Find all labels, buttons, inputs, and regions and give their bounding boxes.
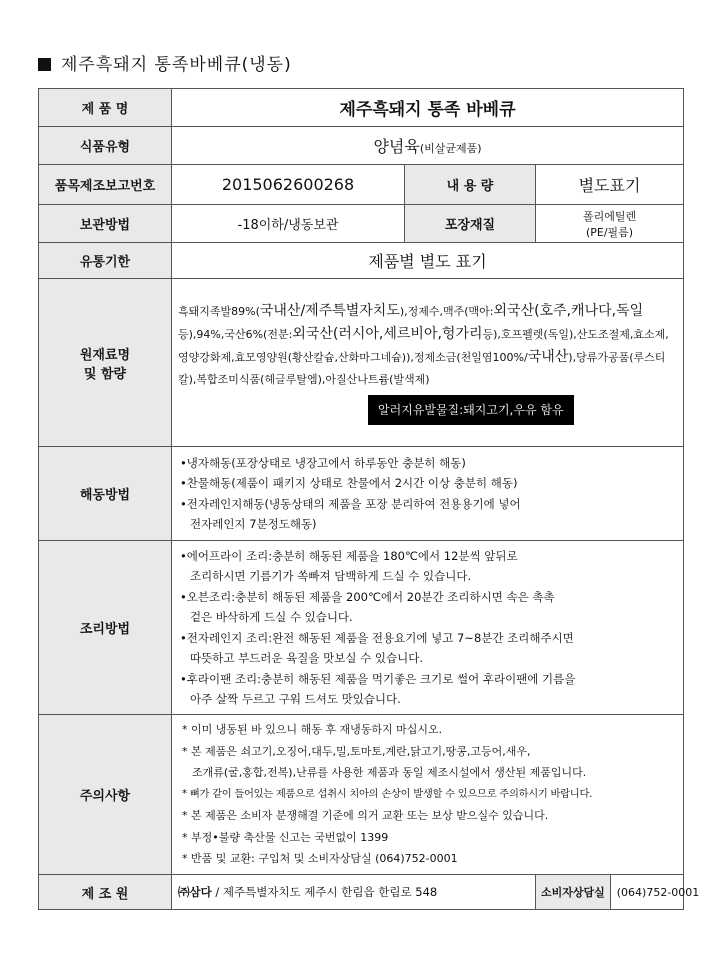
ing-part: ),당류가공품(루스티칼),복합조미식품(헤글루탈엠),아질산나트륨(발색제) <box>178 351 666 386</box>
expiry-label: 유통기한 <box>39 243 172 279</box>
ingredients-value <box>172 279 684 447</box>
product-name-value: 제주흑돼지 통족 바베큐 <box>172 89 684 127</box>
ing-origin: 외국산(러시아,세르비아,헝가리 <box>292 326 483 342</box>
packaging-line2: (PE/필름) <box>585 225 634 239</box>
food-type-sub: (비살균제품) <box>419 142 482 155</box>
row-product-name <box>39 89 684 127</box>
food-type-label: 식품유형 <box>39 127 172 165</box>
expiry-value: 제품별 별도 표기 <box>172 243 684 279</box>
row-caution <box>39 715 684 875</box>
ing-origin: 외국산(호주,캐나다,독일 <box>493 303 644 319</box>
product-info-table <box>38 88 700 910</box>
row-cook <box>39 541 684 715</box>
cook-label: 조리방법 <box>39 541 172 715</box>
cook-value <box>172 541 684 715</box>
allergen-badge: 알러지유발물질:돼지고기,우유 함유 <box>368 395 574 425</box>
square-bullet-icon <box>38 58 51 71</box>
caution-line: * 본 제품은 소비자 분쟁해결 기준에 의거 교환 또는 보상 받으실수 있습니다. <box>182 809 549 823</box>
ing-part: 등),94%,국산6%(전분: <box>178 328 293 341</box>
caution-line: * 반품 및 교환: 구입처 및 소비자상담실 (064)752-0001 <box>182 852 458 866</box>
ingredients-label-line2: 및 함량 <box>83 366 127 382</box>
cook-line: •에어프라이 조리:충분히 해동된 제품을 180℃에서 12분씩 앞뒤로 <box>180 548 518 563</box>
food-type-value <box>172 127 684 165</box>
cook-line: •전자레인지 조리:완전 해동된 제품을 전용요기에 넣고 7~8분간 조리해주시면 <box>180 630 574 645</box>
row-manufacturer <box>39 875 684 910</box>
heading-text: 제주흑돼지 통족바베큐(냉동) <box>61 55 292 75</box>
ing-part: 등),호프펠렛(독일),산도조절제,효소제,영양강화제,효모영양원(황산칼슘,산화마그네슘)),정제소금(천일염100%/ <box>178 328 669 364</box>
caution-line: 조개류(굴,홍합,전복),난류를 사용한 제품과 동일 제조시설에서 생산된 제품입니다. <box>192 766 587 780</box>
cook-line: 따뜻하고 부드러운 육질을 맛보실 수 있습니다. <box>190 651 424 665</box>
food-type-main: 양념육 <box>373 137 420 156</box>
row-expiry <box>39 243 684 279</box>
mfr-value <box>172 875 536 910</box>
thaw-line: •찬물해동(제품이 패키지 상태로 찬물에서 2시간 이상 충분히 해동) <box>180 476 518 490</box>
consumer-phone: (064)752-0001 <box>616 885 700 899</box>
consumer-cell <box>536 875 700 910</box>
storage-label: 보관방법 <box>39 205 172 243</box>
ingredients-label-line1: 원재료명 <box>79 347 131 363</box>
thaw-value <box>172 447 684 541</box>
cook-line: •오븐조리:충분히 해동된 제품을 200℃에서 20분간 조리하시면 속은 촉촉 <box>180 589 555 604</box>
row-report-volume <box>39 165 684 205</box>
volume-label: 내 용 량 <box>405 165 536 205</box>
ing-part: ),정제수,맥주(맥아: <box>399 305 494 318</box>
cook-line: 겉은 바삭하게 드실 수 있습니다. <box>190 610 353 624</box>
thaw-line: 전자레인지 7분정도해동) <box>190 517 317 531</box>
ing-part: 흑돼지족발89%( <box>178 305 260 318</box>
cook-line: 조리하시면 기름기가 쏙빠져 담백하게 드실 수 있습니다. <box>190 569 472 583</box>
page-heading <box>38 50 292 75</box>
mfr-company: ㈜삼다 <box>178 885 212 899</box>
cook-line: •후라이팬 조리:충분히 해동된 제품을 먹기좋은 크기로 썰어 후라이팬에 기름을 <box>180 671 576 686</box>
caution-line: * 본 제품은 쇠고기,오징어,대두,밀,토마토,계란,닭고기,땅콩,고등어,새우, <box>182 744 531 758</box>
ing-origin: 국내산/제주특별자치도 <box>259 303 400 319</box>
storage-value: -18이하/냉동보관 <box>172 205 405 243</box>
row-ingredients <box>39 279 684 447</box>
row-storage-packaging <box>39 205 684 243</box>
cook-line: 아주 살짝 두르고 구워 드셔도 맛있습니다. <box>190 692 401 706</box>
row-thaw <box>39 447 684 541</box>
thaw-label: 해동방법 <box>39 447 172 541</box>
packaging-value <box>536 205 684 243</box>
mfr-label: 제 조 원 <box>39 875 172 910</box>
packaging-line1: 폴리에틸렌 <box>582 209 637 223</box>
thaw-line: •전자레인지해동(냉동상태의 제품을 포장 분리하여 전용용기에 넣어 <box>180 496 521 511</box>
ingredients-label <box>39 279 172 447</box>
caution-line: * 부정•불량 축산물 신고는 국번없이 1399 <box>182 830 389 844</box>
product-name-label: 제 품 명 <box>39 89 172 127</box>
consumer-label: 소비자상담실 <box>536 875 611 909</box>
report-no-value: 2015062600268 <box>172 165 405 205</box>
thaw-line: •냉자해동(포장상태로 냉장고에서 하루동안 충분히 해동) <box>180 455 466 470</box>
caution-line: * 뼈가 같이 들어있는 제품으로 섭취시 치아의 손상이 발생할 수 있으므로 주의하시기 바랍니다. <box>182 787 593 800</box>
row-food-type <box>39 127 684 165</box>
packaging-label: 포장재질 <box>405 205 536 243</box>
volume-value: 별도표기 <box>536 165 684 205</box>
ingredients-text <box>178 300 677 391</box>
caution-value <box>172 715 684 875</box>
mfr-address: / 제주특별자치도 제주시 한림읍 한림로 548 <box>211 885 438 899</box>
caution-label: 주의사항 <box>39 715 172 875</box>
ing-origin: 국내산 <box>527 349 569 365</box>
report-no-label: 품목제조보고번호 <box>39 165 172 205</box>
caution-line: * 이미 냉동된 바 있으니 해동 후 재냉동하지 마십시오. <box>182 723 443 737</box>
